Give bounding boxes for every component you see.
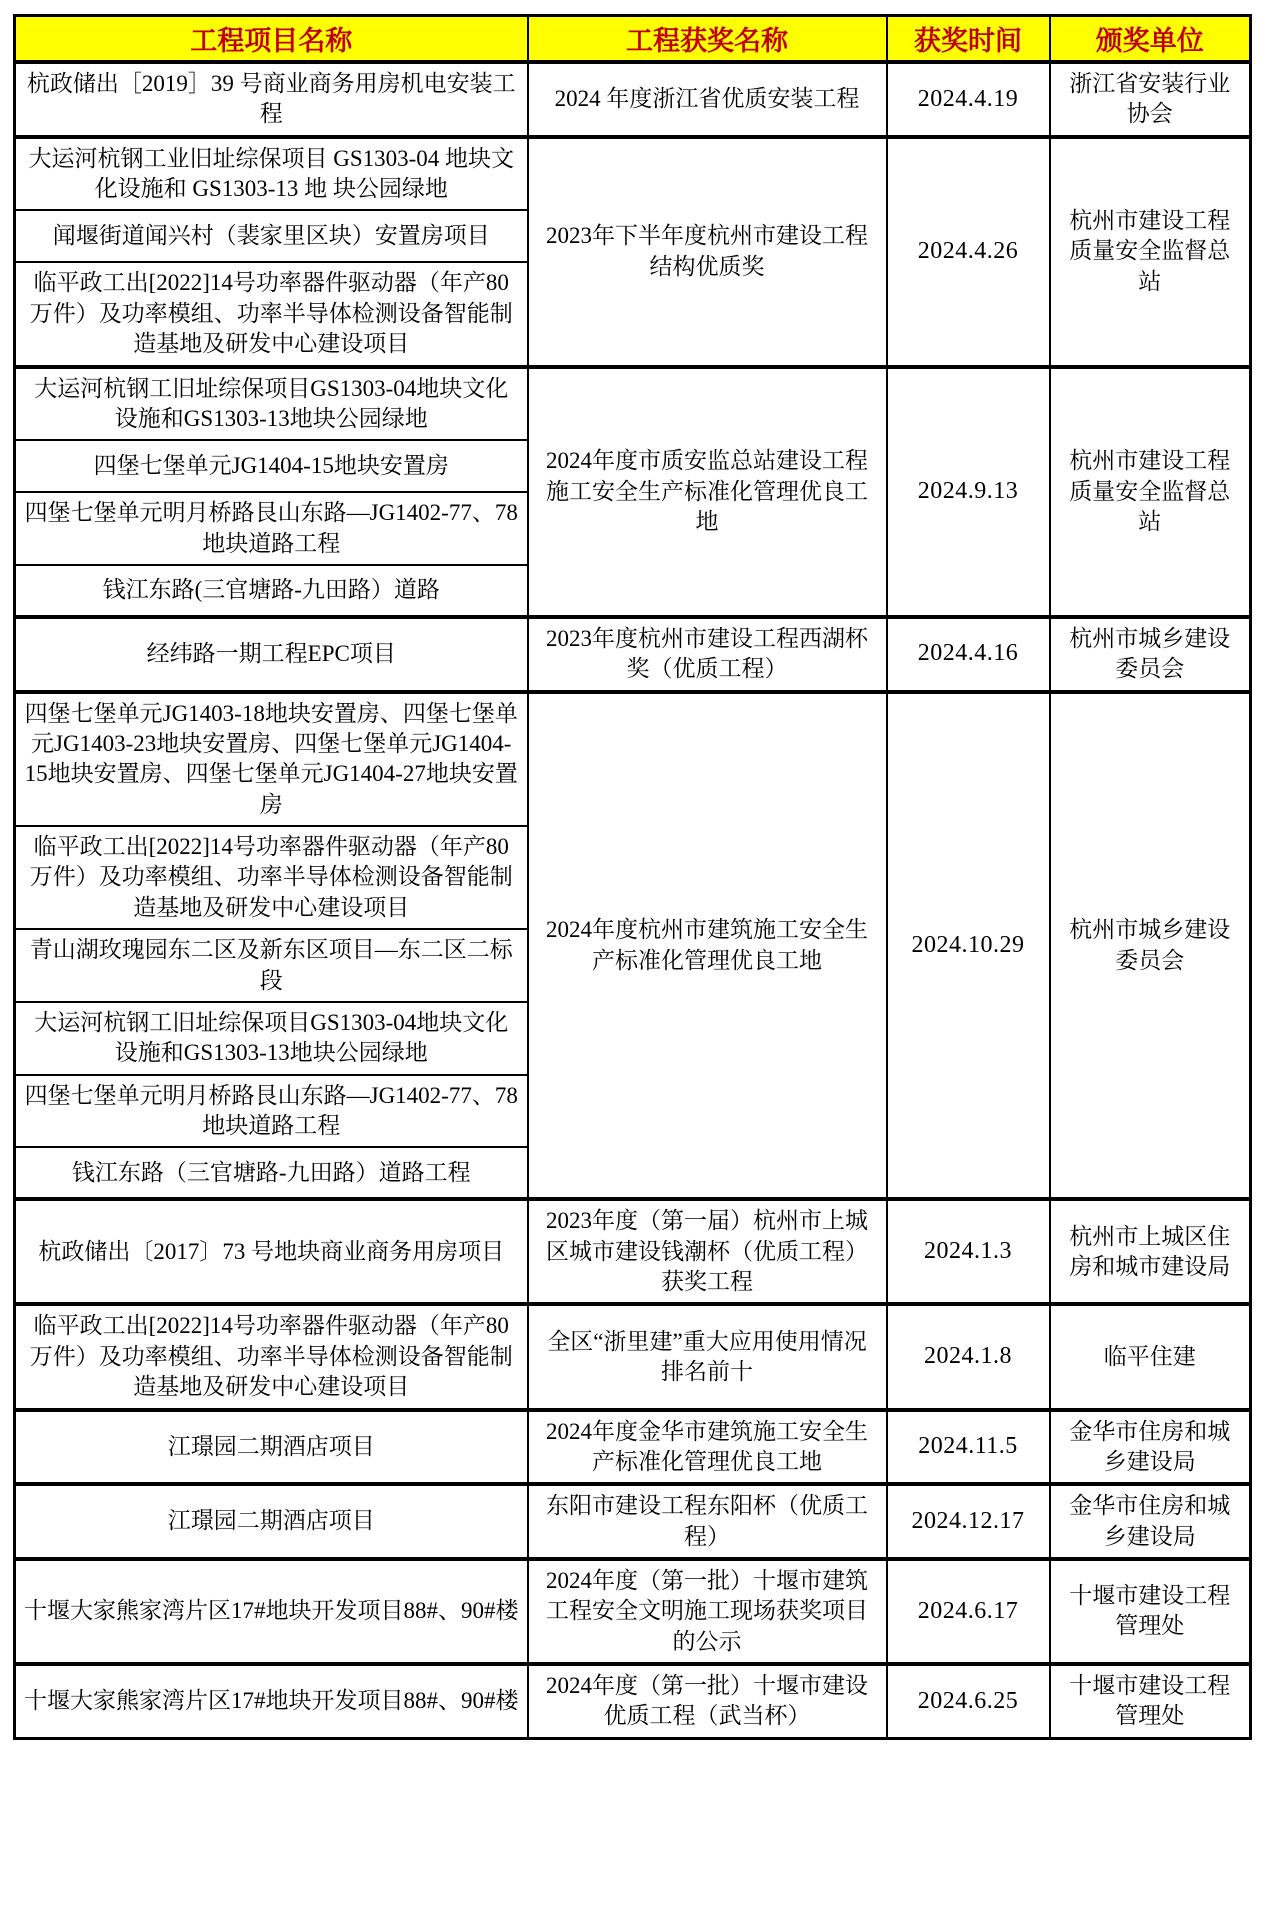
project-name-cell: 十堰大家熊家湾片区17#地块开发项目88#、90#楼 xyxy=(15,1664,528,1738)
award-unit-cell: 杭州市上城区住房和城市建设局 xyxy=(1050,1199,1251,1304)
column-header-project-name: 工程项目名称 xyxy=(15,16,528,63)
column-header-award-date: 获奖时间 xyxy=(887,16,1050,63)
project-name-cell: 十堰大家熊家湾片区17#地块开发项目88#、90#楼 xyxy=(15,1559,528,1664)
award-name-cell: 2024 年度浙江省优质安装工程 xyxy=(528,62,887,137)
project-name-cell: 四堡七堡单元明月桥路艮山东路—JG1402-77、78地块道路工程 xyxy=(15,492,528,565)
table-row xyxy=(15,1304,1251,1409)
award-name-cell: 2024年度（第一批）十堰市建设优质工程（武当杯） xyxy=(528,1664,887,1738)
awards-table xyxy=(13,14,1252,1740)
award-unit-cell: 浙江省安装行业协会 xyxy=(1050,62,1251,137)
table-row xyxy=(15,1664,1251,1738)
table-row xyxy=(15,137,1251,211)
column-header-award-name: 工程获奖名称 xyxy=(528,16,887,63)
award-date-cell: 2024.1.8 xyxy=(887,1304,1050,1409)
table-row xyxy=(15,367,1251,441)
award-date-cell: 2024.10.29 xyxy=(887,692,1050,1200)
award-date-cell: 2024.4.19 xyxy=(887,62,1050,137)
project-name-cell: 经纬路一期工程EPC项目 xyxy=(15,617,528,692)
award-name-cell: 2024年度（第一批）十堰市建筑工程安全文明施工现场获奖项目的公示 xyxy=(528,1559,887,1664)
table-header-row xyxy=(15,16,1251,63)
project-name-cell: 四堡七堡单元明月桥路艮山东路—JG1402-77、78地块道路工程 xyxy=(15,1075,528,1148)
award-date-cell: 2024.1.3 xyxy=(887,1199,1050,1304)
award-name-cell: 2023年度（第一届）杭州市上城区城市建设钱潮杯（优质工程）获奖工程 xyxy=(528,1199,887,1304)
award-date-cell: 2024.11.5 xyxy=(887,1410,1050,1485)
project-name-cell: 大运河杭钢工旧址综保项目GS1303-04地块文化设施和GS1303-13地块公园绿地 xyxy=(15,367,528,441)
award-name-cell: 2023年下半年度杭州市建设工程结构优质奖 xyxy=(528,137,887,367)
awards-table-body xyxy=(15,62,1251,1738)
award-date-cell: 2024.6.17 xyxy=(887,1559,1050,1664)
project-name-cell: 钱江东路（三官塘路-九田路）道路工程 xyxy=(15,1147,528,1199)
project-name-cell: 闻堰街道闻兴村（裴家里区块）安置房项目 xyxy=(15,210,528,262)
project-name-cell: 钱江东路(三官塘路-九田路）道路 xyxy=(15,565,528,617)
project-name-cell: 杭政储出［2019］39 号商业商务用房机电安装工程 xyxy=(15,62,528,137)
table-row xyxy=(15,692,1251,826)
project-name-cell: 临平政工出[2022]14号功率器件驱动器（年产80万件）及功率模组、功率半导体检测设备智能制造基地及研发中心建设项目 xyxy=(15,826,528,929)
award-date-cell: 2024.12.17 xyxy=(887,1484,1050,1559)
award-date-cell: 2024.9.13 xyxy=(887,367,1050,617)
award-unit-cell: 杭州市建设工程质量安全监督总站 xyxy=(1050,367,1251,617)
award-name-cell: 2024年度市质安监总站建设工程施工安全生产标准化管理优良工地 xyxy=(528,367,887,617)
award-name-cell: 2023年度杭州市建设工程西湖杯奖（优质工程） xyxy=(528,617,887,692)
project-name-cell: 杭政储出〔2017〕73 号地块商业商务用房项目 xyxy=(15,1199,528,1304)
project-name-cell: 青山湖玫瑰园东二区及新东区项目—东二区二标段 xyxy=(15,929,528,1002)
project-name-cell: 大运河杭钢工旧址综保项目GS1303-04地块文化设施和GS1303-13地块公园绿地 xyxy=(15,1002,528,1075)
award-name-cell: 东阳市建设工程东阳杯（优质工程） xyxy=(528,1484,887,1559)
table-row xyxy=(15,1410,1251,1485)
award-unit-cell: 十堰市建设工程管理处 xyxy=(1050,1559,1251,1664)
award-unit-cell: 金华市住房和城乡建设局 xyxy=(1050,1484,1251,1559)
award-name-cell: 2024年度杭州市建筑施工安全生产标准化管理优良工地 xyxy=(528,692,887,1200)
award-unit-cell: 杭州市城乡建设委员会 xyxy=(1050,692,1251,1200)
award-unit-cell: 金华市住房和城乡建设局 xyxy=(1050,1410,1251,1485)
project-name-cell: 大运河杭钢工业旧址综保项目 GS1303-04 地块文化设施和 GS1303-13 地 块公园绿地 xyxy=(15,137,528,211)
project-name-cell: 四堡七堡单元JG1403-18地块安置房、四堡七堡单元JG1403-23地块安置房、四堡七堡单元JG1404-15地块安置房、四堡七堡单元JG1404-27地块安置房 xyxy=(15,692,528,826)
table-row xyxy=(15,1199,1251,1304)
award-date-cell: 2024.4.16 xyxy=(887,617,1050,692)
project-name-cell: 江璟园二期酒店项目 xyxy=(15,1484,528,1559)
award-name-cell: 2024年度金华市建筑施工安全生产标准化管理优良工地 xyxy=(528,1410,887,1485)
table-row xyxy=(15,62,1251,137)
award-name-cell: 全区“浙里建”重大应用使用情况排名前十 xyxy=(528,1304,887,1409)
table-row xyxy=(15,617,1251,692)
column-header-award-unit: 颁奖单位 xyxy=(1050,16,1251,63)
award-unit-cell: 临平住建 xyxy=(1050,1304,1251,1409)
project-name-cell: 临平政工出[2022]14号功率器件驱动器（年产80万件）及功率模组、功率半导体检测设备智能制造基地及研发中心建设项目 xyxy=(15,262,528,366)
award-unit-cell: 杭州市城乡建设委员会 xyxy=(1050,617,1251,692)
project-name-cell: 江璟园二期酒店项目 xyxy=(15,1410,528,1485)
project-name-cell: 临平政工出[2022]14号功率器件驱动器（年产80万件）及功率模组、功率半导体检测设备智能制造基地及研发中心建设项目 xyxy=(15,1304,528,1409)
award-date-cell: 2024.6.25 xyxy=(887,1664,1050,1738)
award-unit-cell: 杭州市建设工程质量安全监督总站 xyxy=(1050,137,1251,367)
project-name-cell: 四堡七堡单元JG1404-15地块安置房 xyxy=(15,440,528,492)
table-row xyxy=(15,1559,1251,1664)
award-date-cell: 2024.4.26 xyxy=(887,137,1050,367)
table-row xyxy=(15,1484,1251,1559)
award-unit-cell: 十堰市建设工程管理处 xyxy=(1050,1664,1251,1738)
